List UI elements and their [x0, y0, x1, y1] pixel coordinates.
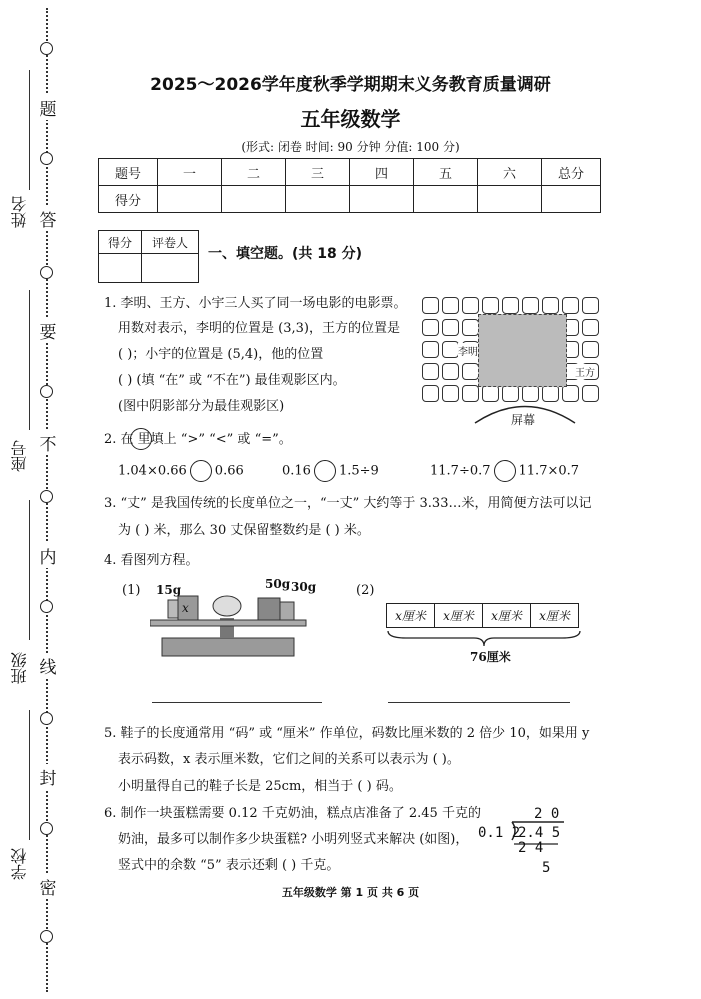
seat [462, 319, 479, 336]
seat [582, 297, 599, 314]
seat [422, 363, 439, 380]
q4-part2-label: (2) [356, 583, 375, 598]
q1-line: (图中阴影部分为最佳观影区) [118, 399, 285, 414]
score-header-cell: 题号 [99, 159, 158, 186]
q1-line: 1. 李明、王方、小宇三人买了同一场电影的电影票。 [104, 296, 407, 311]
q2-left: 0.16 [282, 463, 311, 479]
q2-item [430, 460, 579, 482]
liming-label: 李明 [458, 343, 478, 358]
seat [422, 385, 439, 402]
seat [442, 297, 459, 314]
segment: x厘米 [387, 604, 435, 628]
seat [582, 341, 599, 358]
score-header-cell: 五 [414, 159, 478, 186]
segment: x厘米 [531, 604, 579, 628]
seat [582, 385, 599, 402]
q2-right: 1.5÷9 [338, 463, 379, 479]
division-divisor: 0.1 2 [478, 825, 521, 841]
seal-char: 答 [36, 206, 60, 231]
q3-line: 3. “丈” 是我国传统的长度单位之一，“一丈” 大约等于 3.33…米，用简便方法可以记 [104, 496, 592, 511]
score-header-cell: 三 [286, 159, 350, 186]
seat [482, 297, 499, 314]
division-quotient: 2 0 [534, 806, 560, 822]
seal-char: 要 [36, 318, 60, 343]
score-header-cell: 六 [478, 159, 542, 186]
score-input-cell[interactable] [414, 186, 478, 213]
q2-left: 1.04×0.66 [118, 463, 187, 479]
binding-hole [40, 42, 53, 55]
weight-50g: 50g [265, 577, 291, 591]
q4-part1-label: (1) [122, 583, 141, 598]
binding-hole [40, 930, 53, 943]
q2-item [118, 460, 244, 482]
seat [422, 319, 439, 336]
binding-hole [40, 600, 53, 613]
score-input-cell[interactable] [478, 186, 542, 213]
binding-hole [40, 822, 53, 835]
q2-left: 11.7÷0.7 [430, 463, 491, 479]
best-viewing-area [478, 314, 567, 387]
seal-char: 线 [36, 653, 60, 678]
score-header-cell: 一 [158, 159, 222, 186]
weight-15g: 15g [156, 583, 182, 597]
seal-char: 不 [36, 430, 60, 455]
score-input-cell[interactable] [222, 186, 286, 213]
school-field-line[interactable] [29, 710, 30, 840]
grader-table [98, 230, 199, 283]
q6-line: 奶油，最多可以制作多少块蛋糕? 小明列竖式来解决 (如图)， [118, 832, 469, 847]
compare-circle[interactable] [190, 460, 212, 482]
division-dividend: 2.4 5 [518, 825, 561, 841]
exam-info: (形式: 闭卷 时间: 90 分钟 分值: 100 分) [241, 140, 460, 154]
q2-item [282, 460, 379, 482]
seat [462, 297, 479, 314]
q4-prompt: 4. 看图列方程。 [104, 553, 199, 568]
seat [422, 341, 439, 358]
seat-field-line[interactable] [29, 290, 30, 430]
seal-char: 内 [36, 543, 60, 568]
weight-x: x [182, 601, 189, 615]
seat [522, 297, 539, 314]
q2-right: 0.66 [214, 463, 244, 479]
seat-field-label: 座号 [10, 440, 29, 472]
compare-circle[interactable] [494, 460, 516, 482]
seat [442, 363, 459, 380]
q2-text: 2. 在 里填上 “>” “<” 或 “=”。 [104, 432, 292, 447]
division-product: 2 4 [518, 840, 544, 856]
score-header-cell: 总分 [542, 159, 601, 186]
seat [422, 297, 439, 314]
q1-line: 用数对表示，李明的位置是 (3,3)，王方的位置是 [118, 321, 400, 336]
grader-score-label: 得分 [99, 231, 142, 254]
q1-line: ( )；小宇的位置是 (5,4)，他的位置 [118, 347, 324, 362]
q4-part1-answer-line[interactable] [152, 702, 322, 703]
seat [442, 319, 459, 336]
grader-name-label: 评卷人 [142, 231, 199, 254]
school-field-label: 学校 [10, 848, 29, 880]
seat [582, 319, 599, 336]
segment: x厘米 [435, 604, 483, 628]
seat [562, 297, 579, 314]
segment-bar [386, 603, 579, 628]
seal-char: 密 [36, 874, 60, 899]
seal-char: 封 [36, 764, 60, 789]
q4-part2-answer-line[interactable] [388, 702, 570, 703]
score-input-cell[interactable] [542, 186, 601, 213]
q6-line: 6. 制作一块蛋糕需要 0.12 千克奶油，糕点店准备了 2.45 千克的 [104, 806, 481, 821]
wangfang-label: 王方 [575, 364, 595, 379]
seat [442, 341, 459, 358]
weight-30g: 30g [291, 580, 317, 594]
total-length: 76厘米 [470, 650, 511, 664]
seal-char: 题 [36, 95, 60, 120]
score-header-cell: 二 [222, 159, 286, 186]
q5-line: 小明量得自己的鞋子长是 25cm，相当于 ( ) 码。 [118, 779, 402, 794]
name-field-label: 姓名 [10, 196, 29, 228]
compare-circle[interactable] [314, 460, 336, 482]
exam-title: 2025～2026学年度秋季学期期末义务教育质量调研 [150, 75, 551, 95]
seat [442, 385, 459, 402]
score-table [98, 158, 601, 213]
q1-line: ( ) (填 “在” 或 “不在”) 最佳观影区内。 [118, 373, 346, 388]
binding-hole [40, 385, 53, 398]
q6-line: 竖式中的余数 “5” 表示还剩 ( ) 千克。 [118, 858, 340, 873]
score-input-cell[interactable] [158, 186, 222, 213]
grader-score-cell[interactable] [99, 254, 142, 283]
grader-name-cell[interactable] [142, 254, 199, 283]
q3-line: 为 ( ) 米，那么 30 丈保留整数约是 ( ) 米。 [118, 523, 370, 538]
score-header-cell: 四 [350, 159, 414, 186]
q5-line: 表示码数，x 表示厘米数，它们之间的关系可以表示为 ( )。 [118, 752, 460, 767]
seat [462, 363, 479, 380]
division-remainder: 5 [542, 860, 551, 876]
segment: x厘米 [483, 604, 531, 628]
binding-hole [40, 490, 53, 503]
q2-circle-icon [130, 428, 152, 450]
class-field-line[interactable] [29, 500, 30, 640]
q5-line: 5. 鞋子的长度通常用 “码” 或 “厘米” 作单位，码数比厘米数的 2 倍少 10，如果用 y [104, 726, 590, 741]
subject-title: 五年级数学 [300, 107, 401, 131]
binding-hole [40, 712, 53, 725]
binding-hole [40, 266, 53, 279]
score-input-cell[interactable] [350, 186, 414, 213]
page-footer: 五年级数学 第 1 页 共 6 页 [281, 886, 420, 899]
score-row-label: 得分 [99, 186, 158, 213]
seat [542, 297, 559, 314]
section-1-heading: 一、填空题。(共 18 分) [208, 246, 363, 262]
total-brace [386, 629, 582, 649]
class-field-label: 班级 [10, 652, 29, 684]
screen-label: 屏幕 [511, 413, 536, 427]
q2-right: 11.7×0.7 [518, 463, 580, 479]
score-input-cell[interactable] [286, 186, 350, 213]
seat [502, 297, 519, 314]
